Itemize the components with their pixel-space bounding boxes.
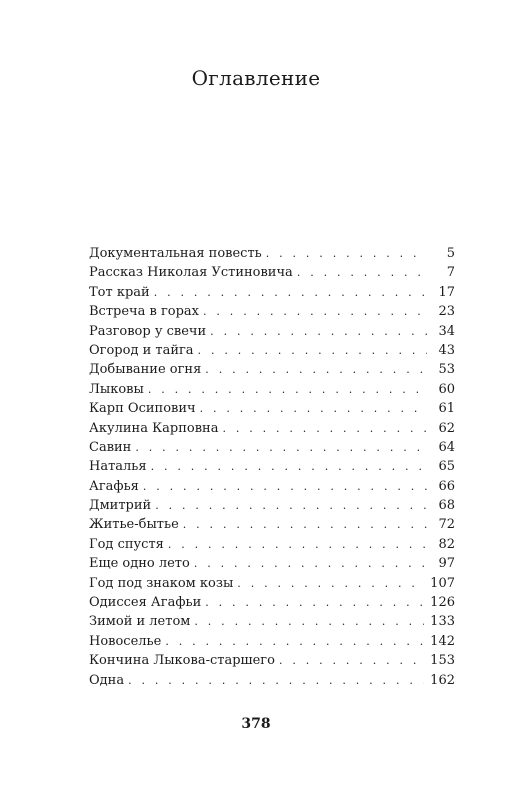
toc-entry (89, 574, 455, 593)
toc-entry-title: Одиссея Агафьи (89, 595, 202, 611)
toc-entry-page: 61 (438, 401, 455, 417)
toc-entry (89, 263, 455, 282)
toc-entry-page: 34 (438, 323, 455, 339)
dot-leader (135, 438, 427, 457)
toc-entry-page: 7 (446, 265, 455, 281)
dot-leader (183, 515, 427, 534)
toc-entry (89, 322, 455, 341)
dot-leader (165, 632, 424, 651)
dot-leader (266, 244, 427, 263)
toc-entry-title: Наталья (89, 459, 147, 475)
toc-entry-title: Документальная повесть (89, 246, 262, 261)
toc-entry-title: Тот край (89, 284, 150, 300)
toc-entry-page: 68 (438, 498, 455, 514)
dot-leader (297, 263, 427, 282)
toc-entry-page: 142 (430, 633, 455, 649)
toc-entry-title: Еще одно лето (89, 556, 190, 572)
dot-leader (128, 671, 424, 690)
toc-entry-title: Добывание огня (89, 362, 202, 378)
dot-leader (200, 399, 427, 418)
toc-entry (89, 612, 455, 631)
dot-leader (210, 322, 427, 341)
toc-entry-page: 17 (438, 284, 455, 300)
toc-entry-page: 5 (446, 246, 455, 261)
dot-leader (151, 457, 427, 476)
toc-entry-page: 133 (430, 614, 455, 630)
dot-leader (154, 283, 427, 302)
toc-entry-page: 97 (438, 556, 455, 572)
toc-entry-title: Акулина Карповна (89, 420, 219, 436)
toc-entry-title: Рассказ Николая Устиновича (89, 265, 293, 281)
toc-entry-page: 43 (438, 342, 455, 358)
dot-leader (194, 554, 427, 573)
toc-entry (89, 457, 455, 476)
dot-leader (198, 341, 427, 360)
toc-entry-page: 162 (430, 672, 455, 688)
toc-entry-title: Одна (89, 672, 125, 688)
toc-entry-page: 65 (438, 459, 455, 475)
toc-entry-title: Разговор у свечи (89, 323, 207, 339)
toc-entry (89, 360, 455, 379)
toc-entry (89, 554, 455, 573)
toc-entry-page: 23 (438, 304, 455, 320)
toc-entry-title: Дмитрий (89, 498, 152, 514)
toc-entry-title: Савин (89, 439, 132, 455)
dot-leader (205, 593, 424, 612)
toc-entry-page: 126 (430, 595, 455, 611)
toc-entry-page: 107 (430, 575, 455, 591)
toc-entry (89, 244, 455, 263)
toc-entry (89, 515, 455, 534)
dot-leader (203, 302, 427, 321)
dot-leader (222, 419, 427, 438)
toc-entry (89, 496, 455, 515)
toc-entry-page: 53 (438, 362, 455, 378)
page-number: 378 (241, 716, 271, 732)
dot-leader (168, 535, 427, 554)
toc-entry-page: 62 (438, 420, 455, 436)
table-of-contents (89, 244, 455, 690)
toc-entry-title: Огород и тайга (89, 342, 194, 358)
dot-leader (143, 477, 427, 496)
toc-entry-title: Год спустя (89, 536, 164, 552)
toc-entry (89, 535, 455, 554)
toc-entry (89, 283, 455, 302)
toc-entry (89, 671, 455, 690)
toc-entry-page: 153 (430, 653, 455, 669)
toc-entry (89, 302, 455, 321)
dot-leader (194, 612, 424, 631)
toc-entry (89, 651, 455, 670)
toc-entry-title: Житье-бытье (89, 517, 179, 533)
dot-leader (205, 360, 427, 379)
toc-entry-title: Встреча в горах (89, 304, 200, 320)
toc-entry-page: 82 (438, 536, 455, 552)
toc-entry (89, 632, 455, 651)
toc-entry-title: Лыковы (89, 381, 144, 397)
toc-entry (89, 477, 455, 496)
page-title: Оглавление (191, 66, 321, 90)
toc-entry (89, 341, 455, 360)
dot-leader (237, 574, 424, 593)
toc-entry-title: Новоселье (89, 633, 162, 649)
toc-entry-title: Кончина Лыкова-старшего (89, 653, 275, 669)
toc-entry-title: Агафья (89, 478, 139, 494)
toc-entry (89, 419, 455, 438)
toc-entry (89, 438, 455, 457)
toc-entry-page: 64 (438, 439, 455, 455)
toc-entry-page: 72 (438, 517, 455, 533)
toc-entry-title: Год под знаком козы (89, 575, 234, 591)
toc-entry (89, 380, 455, 399)
toc-entry-page: 66 (438, 478, 455, 494)
toc-entry-title: Зимой и летом (89, 614, 191, 630)
dot-leader (279, 651, 424, 670)
dot-leader (148, 380, 427, 399)
toc-entry (89, 593, 455, 612)
toc-entry (89, 399, 455, 418)
toc-entry-page: 60 (438, 381, 455, 397)
toc-entry-title: Карп Осипович (89, 401, 196, 417)
dot-leader (155, 496, 427, 515)
